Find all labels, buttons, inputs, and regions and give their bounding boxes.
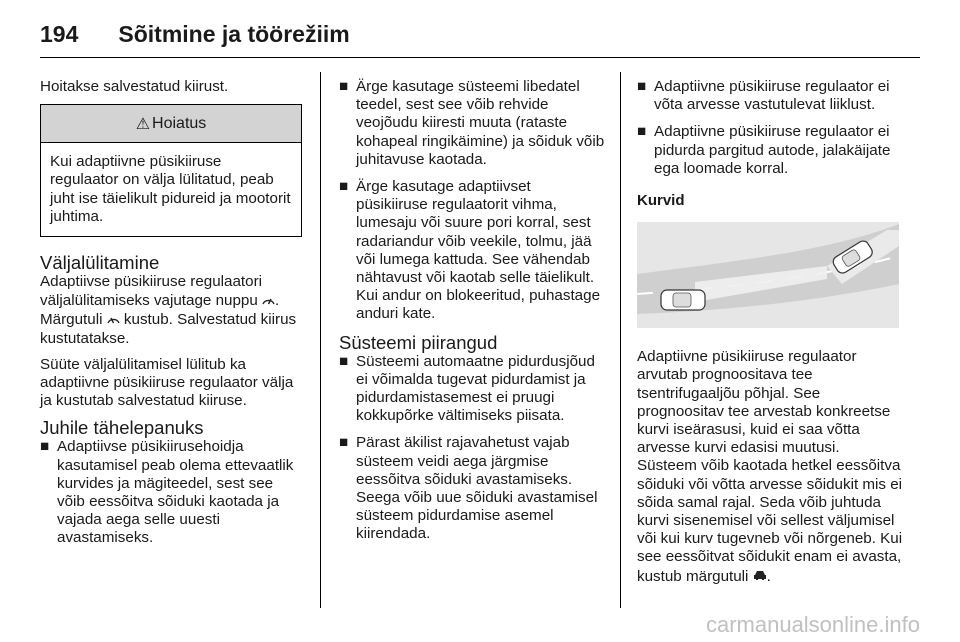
bullet: ■ [339, 78, 349, 95]
list-item-text: Ärge kasutage adaptiivset püsikiiruse regulaatorit vihma, lumesaju või suure pori korral, sest radariandur võib veekile, tolmu, jää või lumega kattuda. See vähendab nähtavust või kaotab selle täielikult. Kui andur on blokeeritud, puhastage anduri kate. [356, 178, 601, 323]
column-3 [637, 78, 903, 594]
curves-paragraph [637, 348, 903, 586]
warning-triangle-icon: ⚠ [135, 113, 151, 133]
bullet: ■ [637, 78, 647, 95]
list-item-text: Süsteemi automaatne pidurdusjõud ei võimalda tugevat pidurdamist ja pidurdamistasemest ei pruugi kokkupõrke vältimiseks piisata. [356, 352, 595, 425]
off-text-part: Adaptiivse püsikiiruse regulaatori väljalülitamiseks vajutage nuppu [40, 273, 263, 310]
bullet: ■ [637, 123, 647, 141]
off-text-part: kustub. Salvestatud kiirus kustutatakse. [40, 311, 297, 347]
warning-box [40, 104, 302, 237]
list-item [637, 78, 903, 114]
warning-header [41, 105, 301, 143]
section-heading-curves: Kurvid [637, 192, 685, 210]
curve-illustration [637, 222, 899, 328]
column-1 [40, 78, 302, 557]
off-text-part: . Märgutuli [40, 292, 280, 329]
cruise-control-indicator-icon [107, 310, 120, 328]
list-item [339, 78, 605, 169]
limits-list [339, 353, 605, 544]
list-item-text: Adaptiivne püsikiiruse regulaator ei võta arvesse vastutulevat liiklust. [654, 78, 890, 114]
section-heading-limits: Süsteemi piirangud [339, 331, 498, 353]
list-item [40, 438, 302, 547]
watermark: carmanualsonline.info [705, 612, 920, 637]
list-item [637, 123, 903, 178]
list-item [339, 178, 605, 324]
bullet: ■ [339, 434, 349, 452]
vehicle-ahead-icon [753, 567, 767, 585]
bullet: ■ [339, 178, 349, 196]
notes-list [40, 438, 302, 547]
header-divider [40, 57, 920, 58]
page-header [40, 14, 350, 54]
list-item-text: Adaptiivne püsikiiruse regulaator ei pidurda pargitud autode, jalakäijate ega loomade korral. [654, 123, 891, 177]
off-paragraph-1 [40, 273, 302, 348]
bullet: ■ [339, 352, 349, 370]
list-item-text: Adaptiivse püsikiirusehoidja kasutamisel peab olema ettevaatlik kurvides ja mägiteedel, sest see võib eessõitva sõiduki kaotada ja vajada aega selle uuesti avastamiseks. [57, 438, 294, 547]
column-2 [339, 78, 605, 553]
column-divider [620, 72, 621, 608]
limitations-list [637, 78, 903, 178]
curves-text-part: . [766, 567, 771, 585]
cruise-control-button-icon [262, 291, 275, 309]
list-item [339, 434, 605, 543]
chapter-title: Sõitmine ja töörežiim [118, 20, 350, 47]
section-heading-notes: Juhile tähelepanuks [40, 417, 204, 439]
page-number: 194 [40, 20, 79, 47]
curves-text-part: Adaptiivne püsikiiruse regulaator arvutab prognoositava tee tsentrifugaaljõu põhjal. See prognoositav tee arvestab konkreetse kurvi iseärasusi, kuid ei saa võtta arvesse kurvi edasisi muutusi. Süsteem võib kaotada hetkel eessõitva sõiduki või võtta arvesse sõidukit mis ei sõida samal rajal. Seda võib juhtuda kurvi sisenemisel või sellest väljumisel või kui kurv tugevneb või nõrgeneb. Kui see eessõitvat sõidukit enam ei avasta, kustub märgutuli [637, 348, 903, 585]
column-divider [320, 72, 321, 608]
intro-text: Hoitakse salvestatud kiirust. [40, 78, 229, 95]
section-heading-off: Väljalülitamine [40, 252, 160, 274]
list-item-text: Pärast äkilist rajavahetust vajab süsteem veidi aega järgmise eessõitva sõiduki avastamiseks. Seega võib uue sõiduki avastamisel süsteem pidurdamise asemel kiirendada. [356, 434, 598, 543]
bullet: ■ [40, 438, 50, 456]
car-icon [661, 290, 705, 310]
list-item [339, 353, 605, 426]
off-paragraph-2: Süüte väljalülitamisel lülitub ka adaptiivne püsikiiruse regulaator välja ja kustutab salvestatud kiiruse. [40, 355, 294, 410]
list-item-text: Ärge kasutage süsteemi libedatel teedel, sest see võib rehvide veojõudu kiiresti muuta (rataste kohapeal ringikäimine) ja sõiduk võib juhitavuse kaotada. [356, 78, 605, 168]
cautions-list [339, 78, 605, 324]
warning-text: Kui adaptiivne püsikiiruse regulaator on välja lülitatud, peab juht ise täielikult pidureid ja mootorit juhtima. [50, 153, 291, 225]
warning-title: Hoiatus [152, 114, 207, 132]
